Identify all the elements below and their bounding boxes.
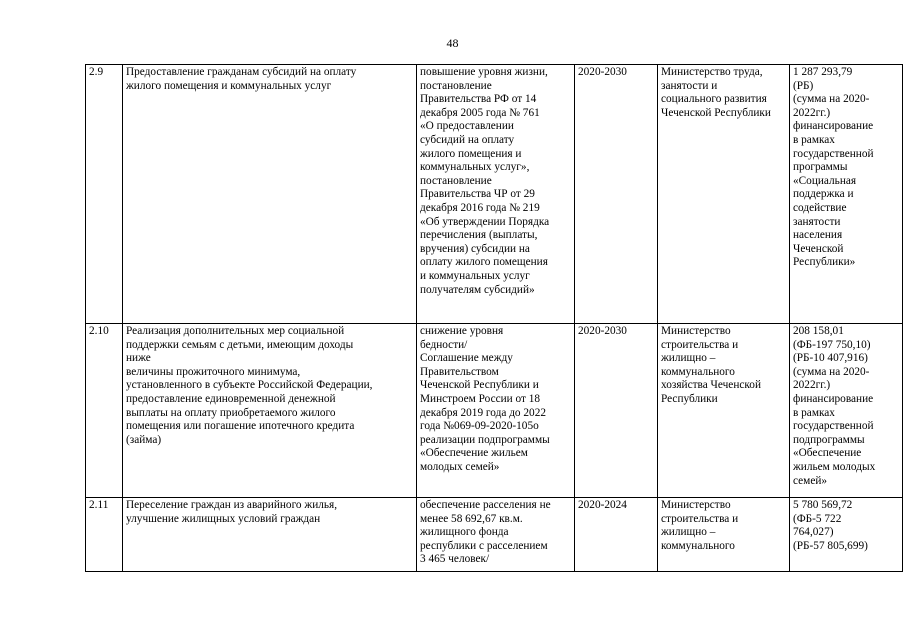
cell-text-line: подпрограммы	[793, 433, 865, 446]
cell-text-line: населения	[793, 229, 843, 242]
cell-text-line: «Обеспечение жильем	[420, 447, 528, 460]
cell-text-line: Правительства РФ от 14	[420, 93, 537, 106]
result-cell	[417, 324, 575, 498]
cell-text-line: социального развития	[661, 93, 767, 106]
cell-text-line: повышение уровня жизни,	[420, 66, 548, 78]
executor-cell	[658, 65, 790, 324]
cell-text-line: жилищно –	[661, 526, 716, 539]
period-cell	[575, 498, 658, 572]
cell-text-line: поддержка и	[793, 188, 854, 201]
cell-text-line: занятости и	[661, 79, 718, 92]
cell-text-line: декабря 2019 года до 2022	[420, 406, 547, 419]
cell-text-line: 2022гг.)	[793, 379, 831, 392]
cell-text-line: получателям субсидий»	[420, 283, 535, 296]
cell-text-line: жилищно –	[661, 352, 716, 365]
cell-text-line: менее 58 692,67 кв.м.	[420, 512, 523, 525]
cell-text-line: жилищного фонда	[420, 526, 509, 539]
cell-text-line: жилого помещения и коммунальных услуг	[126, 79, 332, 92]
cell-text-line: предоставление единовременной денежной	[126, 392, 336, 405]
result-cell	[417, 498, 575, 572]
description-cell	[123, 65, 417, 324]
row-number-cell	[86, 498, 123, 572]
cell-text-line: жилого помещения и	[420, 147, 522, 160]
cell-text-line: коммунального	[661, 365, 735, 378]
cell-text-line: бедности/	[420, 338, 468, 351]
cell-text-line: Правительства ЧР от 29	[420, 188, 535, 201]
cell-text-line: Республики	[661, 392, 718, 405]
row-number: 2.10	[89, 325, 109, 337]
cell-text-line: декабря 2016 года № 219	[420, 201, 540, 214]
cell-text-line: (сумма на 2020-	[793, 93, 870, 106]
cell-text-line: и коммунальных услуг	[420, 269, 530, 282]
cell-text-line: семей»	[793, 474, 828, 487]
cell-text-line: (ФБ-5 722	[793, 512, 842, 525]
cell-text-line: республики с расселением	[420, 539, 548, 552]
description-cell	[123, 498, 417, 572]
cell-text-line: (сумма на 2020-	[793, 365, 870, 378]
period-text: 2020-2030	[578, 66, 627, 78]
row-number: 2.9	[89, 66, 104, 78]
cell-text-line: ниже	[126, 352, 151, 365]
description-cell	[123, 324, 417, 498]
cell-text-line: (РБ)	[793, 79, 814, 92]
cell-text-line: «Социальная	[793, 174, 857, 187]
cell-text-line: государственной	[793, 147, 874, 160]
cell-text-line: установленного в субъекте Российской Федерации,	[126, 379, 373, 392]
cell-text-line: (РБ-57 805,699)	[793, 539, 868, 552]
cell-text-line: перечисления (выплаты,	[420, 229, 538, 242]
cell-text-line: Минстроем России от 18	[420, 392, 541, 405]
cell-text-line: жильем молодых	[793, 460, 876, 473]
cell-text-line: Переселение граждан из аварийного жилья,	[126, 499, 338, 511]
cell-text-line: выплаты на оплату приобретаемого жилого	[126, 406, 336, 419]
program-table	[85, 64, 903, 572]
cell-text-line: «О предоставлении	[420, 120, 514, 133]
cell-text-line: «Обеспечение	[793, 447, 862, 460]
table-row	[86, 65, 903, 324]
cell-text-line: Чеченской	[793, 242, 844, 255]
cell-text-line: Реализация дополнительных мер социальной	[126, 325, 345, 337]
cell-text-line: строительства и	[661, 338, 739, 351]
cell-text-line: в рамках	[793, 406, 835, 419]
period-text: 2020-2030	[578, 325, 627, 337]
cell-text-line: реализации подпрограммы	[420, 433, 550, 446]
cell-text-line: программы	[793, 161, 848, 174]
cell-text-line: помещения или погашение ипотечного кредита	[126, 420, 355, 433]
cell-text-line: вручения) субсидии на	[420, 242, 530, 255]
cell-text-line: снижение уровня	[420, 325, 504, 337]
executor-cell	[658, 498, 790, 572]
cell-text-line: (ФБ-197 750,10)	[793, 338, 871, 351]
cell-text-line: финансирование	[793, 120, 874, 133]
cell-text-line: года №069-09-2020-105о	[420, 420, 539, 433]
cell-text-line: величины прожиточного минимума,	[126, 365, 301, 378]
cell-text-line: декабря 2005 года № 761	[420, 106, 540, 119]
cell-text-line: строительства и	[661, 512, 739, 525]
cell-text-line: оплату жилого помещения	[420, 256, 548, 269]
cell-text-line: 3 465 человек/	[420, 553, 490, 566]
cell-text-line: (займа)	[126, 433, 162, 446]
cell-text-line: Чеченской Республики и	[420, 379, 539, 392]
page-number: 48	[446, 36, 459, 50]
period-cell	[575, 65, 658, 324]
cell-text-line: коммунального	[661, 539, 735, 552]
cell-text-line: Республики»	[793, 256, 856, 269]
cell-text-line: занятости	[793, 215, 841, 228]
cell-text-line: хозяйства Чеченской	[661, 379, 761, 392]
result-cell	[417, 65, 575, 324]
cell-text-line: 1 287 293,79	[793, 66, 853, 78]
table-row	[86, 498, 903, 572]
cell-text-line: постановление	[420, 79, 492, 92]
cell-text-line: 5 780 569,72	[793, 499, 853, 511]
cell-text-line: Министерство труда,	[661, 66, 763, 78]
row-number-cell	[86, 65, 123, 324]
financing-cell	[790, 324, 903, 498]
cell-text-line: Предоставление гражданам субсидий на оплату	[126, 66, 357, 78]
cell-text-line: 2022гг.)	[793, 106, 831, 119]
cell-text-line: Соглашение между	[420, 352, 513, 365]
cell-text-line: (РБ-10 407,916)	[793, 352, 868, 365]
cell-text-line: молодых семей»	[420, 460, 500, 473]
cell-text-line: Чеченской Республики	[661, 106, 771, 119]
cell-text-line: 764,027)	[793, 526, 834, 539]
cell-text-line: 208 158,01	[793, 325, 844, 337]
cell-text-line: субсидий на оплату	[420, 133, 515, 146]
cell-text-line: обеспечение расселения не	[420, 499, 551, 511]
financing-cell	[790, 498, 903, 572]
row-number-cell	[86, 324, 123, 498]
cell-text-line: Правительством	[420, 365, 499, 378]
cell-text-line: поддержки семьям с детьми, имеющим доходы	[126, 338, 354, 351]
period-cell	[575, 324, 658, 498]
cell-text-line: государственной	[793, 420, 874, 433]
cell-text-line: Министерство	[661, 325, 731, 337]
executor-cell	[658, 324, 790, 498]
cell-text-line: Министерство	[661, 499, 731, 511]
cell-text-line: коммунальных услуг»,	[420, 161, 530, 174]
cell-text-line: «Об утверждении Порядка	[420, 215, 550, 228]
row-number: 2.11	[89, 499, 109, 511]
table-row	[86, 324, 903, 498]
cell-text-line: в рамках	[793, 133, 835, 146]
cell-text-line: финансирование	[793, 392, 874, 405]
period-text: 2020-2024	[578, 499, 627, 511]
cell-text-line: улучшение жилищных условий граждан	[126, 512, 321, 525]
cell-text-line: постановление	[420, 174, 492, 187]
financing-cell	[790, 65, 903, 324]
cell-text-line: содействие	[793, 201, 847, 214]
